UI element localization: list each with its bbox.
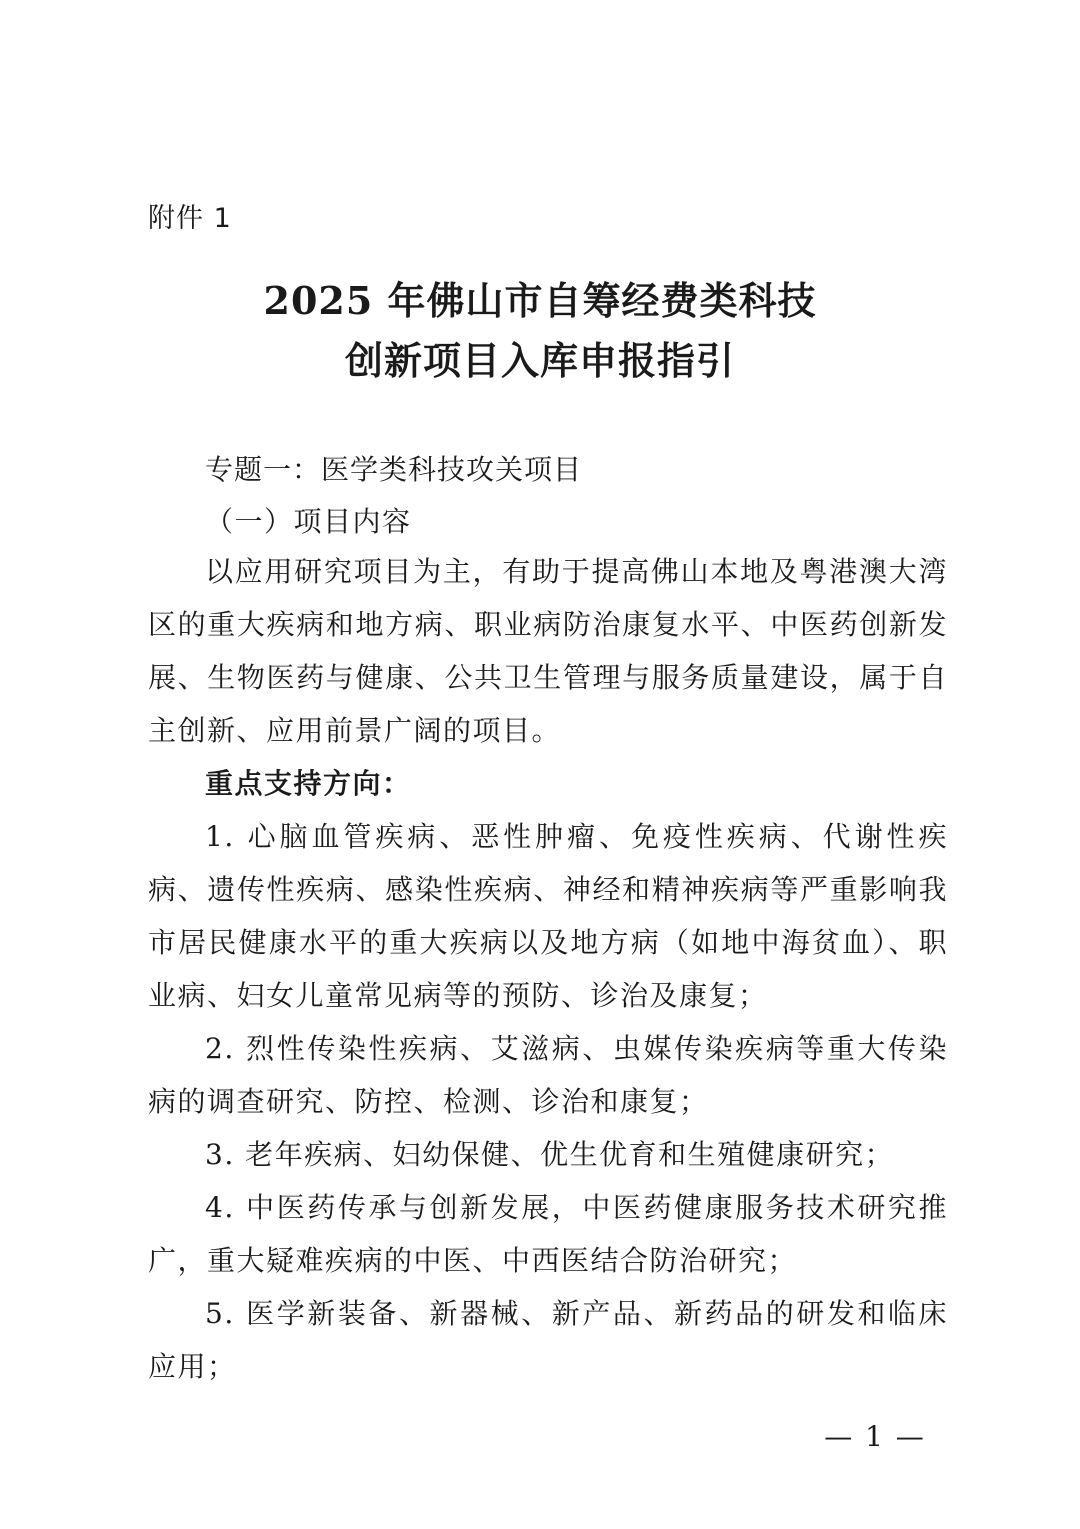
support-heading: 重点支持方向： <box>205 767 412 800</box>
list-item-3: 3. 老年疾病、妇幼保健、优生优育和生殖健康研究； <box>205 1138 895 1171</box>
list-item-2: 2. 烈性传染性疾病、艾滋病、虫媒传染疾病等重大传染病的调查研究、防控、检测、诊治和康复； <box>148 1032 948 1118</box>
topic-heading: 专题一：医学类科技攻关项目 <box>205 453 583 486</box>
section-heading: （一）项目内容 <box>205 505 412 538</box>
document-title-line-2: 创新项目入库申报指引 <box>344 338 735 383</box>
document-title-line-1: 2025 年佛山市自筹经费类科技 <box>263 278 817 323</box>
list-item-1: 1. 心脑血管疾病、恶性肿瘤、免疫性疾病、代谢性疾病、遗传性疾病、感染性疾病、神经和精神疾病等严重影响我市居民健康水平的重大疾病以及地方病（如地中海贫血）、职业病、妇女儿童常见病等的预防、诊治及康复； <box>148 820 948 1012</box>
intro-paragraph: 以应用研究项目为主，有助于提高佛山本地及粤港澳大湾区的重大疾病和地方病、职业病防治康复水平、中医药创新发展、生物医药与健康、公共卫生管理与服务质量建设，属于自主创新、应用前景广阔的项目。 <box>148 555 948 747</box>
page-number: — 1 — <box>824 1420 926 1453</box>
list-item-4: 4. 中医药传承与创新发展，中医药健康服务技术研究推广，重大疑难疾病的中医、中西医结合防治研究； <box>148 1191 948 1277</box>
attachment-label: 附件 1 <box>148 203 232 234</box>
list-item-5: 5. 医学新装备、新器械、新产品、新药品的研发和临床应用； <box>148 1297 948 1383</box>
